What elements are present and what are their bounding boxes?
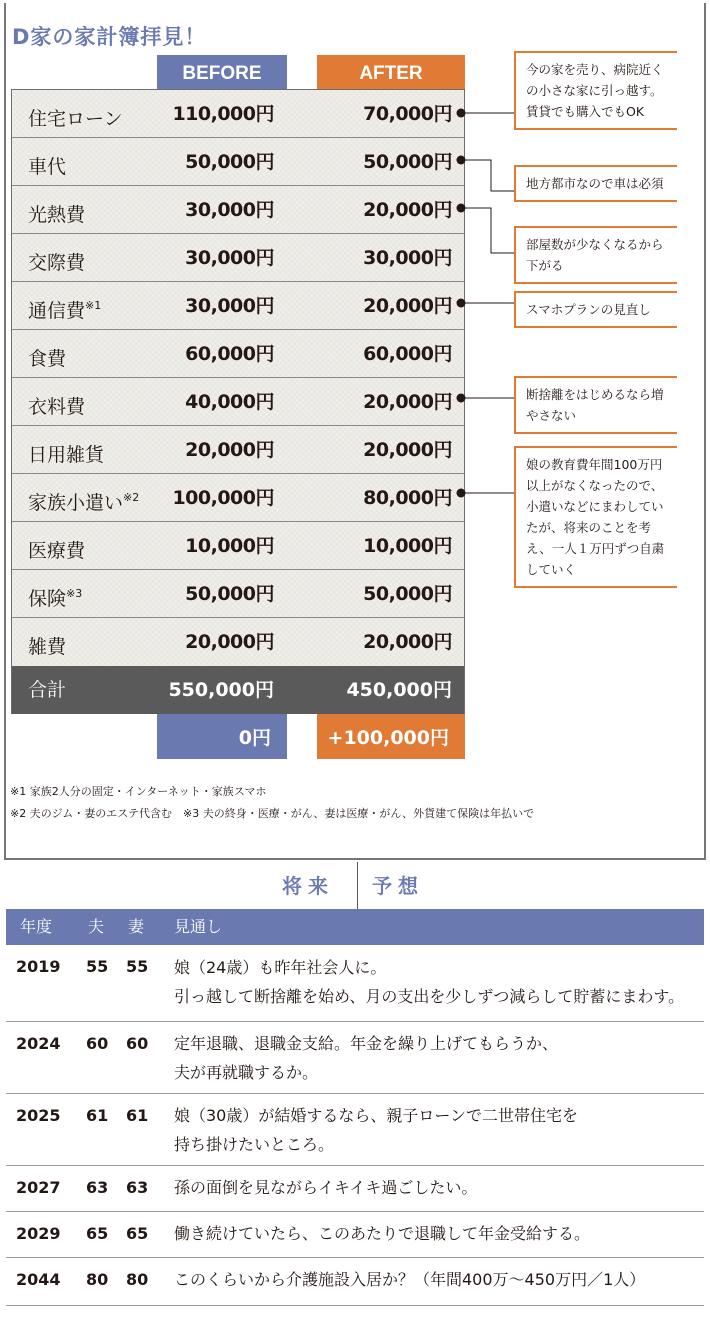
header-husband: 夫 [88,917,105,936]
before-column-header: BEFORE [157,55,287,93]
row-label: 家族小遣い$^{※2}$ [28,491,140,514]
row-label: 医療費 [28,540,86,562]
after-value: 20,000円 [363,631,452,653]
before-value: 110,000円 [172,103,274,125]
note-allowance: 娘の教育費年間100万円以上がなくなったので、小遣いなどにまわしていたが、将来のことを考え、一人１万円ずつ自粛していく [514,446,677,588]
after-value: 60,000円 [363,343,452,365]
husband-age: 65 [86,1224,109,1243]
outlook-text: 定年退職、退職金支給。年金を繰り上げてもらうか、 夫が再就職するか。 [174,1034,559,1082]
after-value: 70,000円 [363,103,452,125]
total-label: 合計 [28,679,67,701]
after-value: 50,000円 [363,583,452,605]
heading-divider [357,862,358,910]
year: 2019 [16,957,61,976]
before-value: 50,000円 [185,151,274,173]
year: 2024 [16,1034,61,1053]
note-clothing: 断捨離をはじめるなら増やさない [514,376,677,434]
year: 2044 [16,1270,61,1289]
before-value: 50,000円 [185,583,274,605]
footnote: ※1 家族2人分の固定・インターネット・家族スマホ [10,785,267,798]
row-label: 衣料費 [28,396,86,418]
husband-age: 80 [86,1270,109,1289]
future-row [6,1094,704,1166]
after-value: 20,000円 [363,439,452,461]
note-utilities: 部屋数が少なくなるから下がる [514,226,677,284]
after-value: 10,000円 [363,535,452,557]
after-value: 30,000円 [363,247,452,269]
future-row [6,1258,704,1306]
row-label: 車代 [28,156,67,178]
row-label: 食費 [28,348,67,370]
header-wife: 妻 [128,917,145,936]
husband-age: 61 [86,1106,109,1125]
connector-dot [457,489,466,498]
outlook-text: 娘（24歳）も昨年社会人に。 引っ越して断捨離を始め、月の支出を少しずつ減らして貯蓄にまわす。 [174,958,685,1006]
page-title: D家の家計簿拝見！ [12,25,207,49]
year: 2025 [16,1106,61,1125]
connector-dot [457,109,466,118]
after-column-header: AFTER [317,55,465,93]
wife-age: 55 [126,957,149,976]
total-after: 450,000円 [346,679,452,701]
future-row [6,1212,704,1258]
before-value: 60,000円 [185,343,274,365]
connector-dot [457,394,466,403]
outlook-text: 娘（30歳）が結婚するなら、親子ローンで二世帯住宅を 持ち掛けたいところ。 [174,1106,579,1154]
future-heading-left: 将来 [282,874,334,898]
after-value: 50,000円 [363,151,452,173]
future-heading-right: 予想 [372,874,424,898]
budget-panel [4,3,706,860]
wife-age: 60 [126,1034,149,1053]
header-year: 年度 [20,917,53,936]
before-value: 20,000円 [185,439,274,461]
connector-dot [457,204,466,213]
wife-age: 80 [126,1270,149,1289]
after-value: 20,000円 [363,199,452,221]
after-value: 80,000円 [363,487,452,509]
difference-after: +100,000円 [317,714,465,759]
row-label: 保険$^{※3}$ [28,587,83,610]
before-value: 100,000円 [172,487,274,509]
note-car: 地方都市なので車は必須 [514,165,677,202]
row-label: 日用雑貨 [28,444,105,466]
note-phone: スマホプランの見直し [514,291,677,328]
difference-before: 0円 [157,714,287,759]
row-label: 交際費 [28,252,86,274]
husband-age: 63 [86,1178,109,1197]
row-label: 光熱費 [28,204,86,226]
future-row [6,945,704,1022]
row-label: 通信費$^{※1}$ [28,299,102,322]
outlook-text: 働き続けていたら、このあたりで退職して年金受給する。 [174,1224,591,1243]
connector-dot [457,299,466,308]
before-value: 30,000円 [185,199,274,221]
before-value: 20,000円 [185,631,274,653]
future-row [6,1022,704,1094]
husband-age: 60 [86,1034,109,1053]
outlook-text: 孫の面倒を見ながらイキイキ過ごしたい。 [174,1178,478,1197]
connector-dot [457,156,466,165]
year: 2029 [16,1224,61,1243]
husband-age: 55 [86,957,109,976]
note-housing: 今の家を売り、病院近くの小さな家に引っ越す。賃貸でも購入でもOK [514,51,677,130]
wife-age: 63 [126,1178,149,1197]
footnote: ※2 夫のジム・妻のエステ代含む ※3 夫の終身・医療・がん、妻は医療・がん、外貨建て保険は年払いで [10,807,535,820]
future-row [6,1166,704,1212]
outlook-text: このくらいから介護施設入居か？（年間400万～450万円／1人） [174,1270,646,1289]
future-table-header [6,909,704,945]
before-value: 30,000円 [185,295,274,317]
after-value: 20,000円 [363,295,452,317]
wife-age: 61 [126,1106,149,1125]
header-outlook: 見通し [174,917,223,936]
total-before: 550,000円 [168,679,274,701]
before-value: 10,000円 [185,535,274,557]
before-value: 40,000円 [185,391,274,413]
wife-age: 65 [126,1224,149,1243]
after-value: 20,000円 [363,391,452,413]
row-label: 雑費 [28,636,67,658]
row-label: 住宅ローン [28,108,123,130]
before-value: 30,000円 [185,247,274,269]
year: 2027 [16,1178,61,1197]
